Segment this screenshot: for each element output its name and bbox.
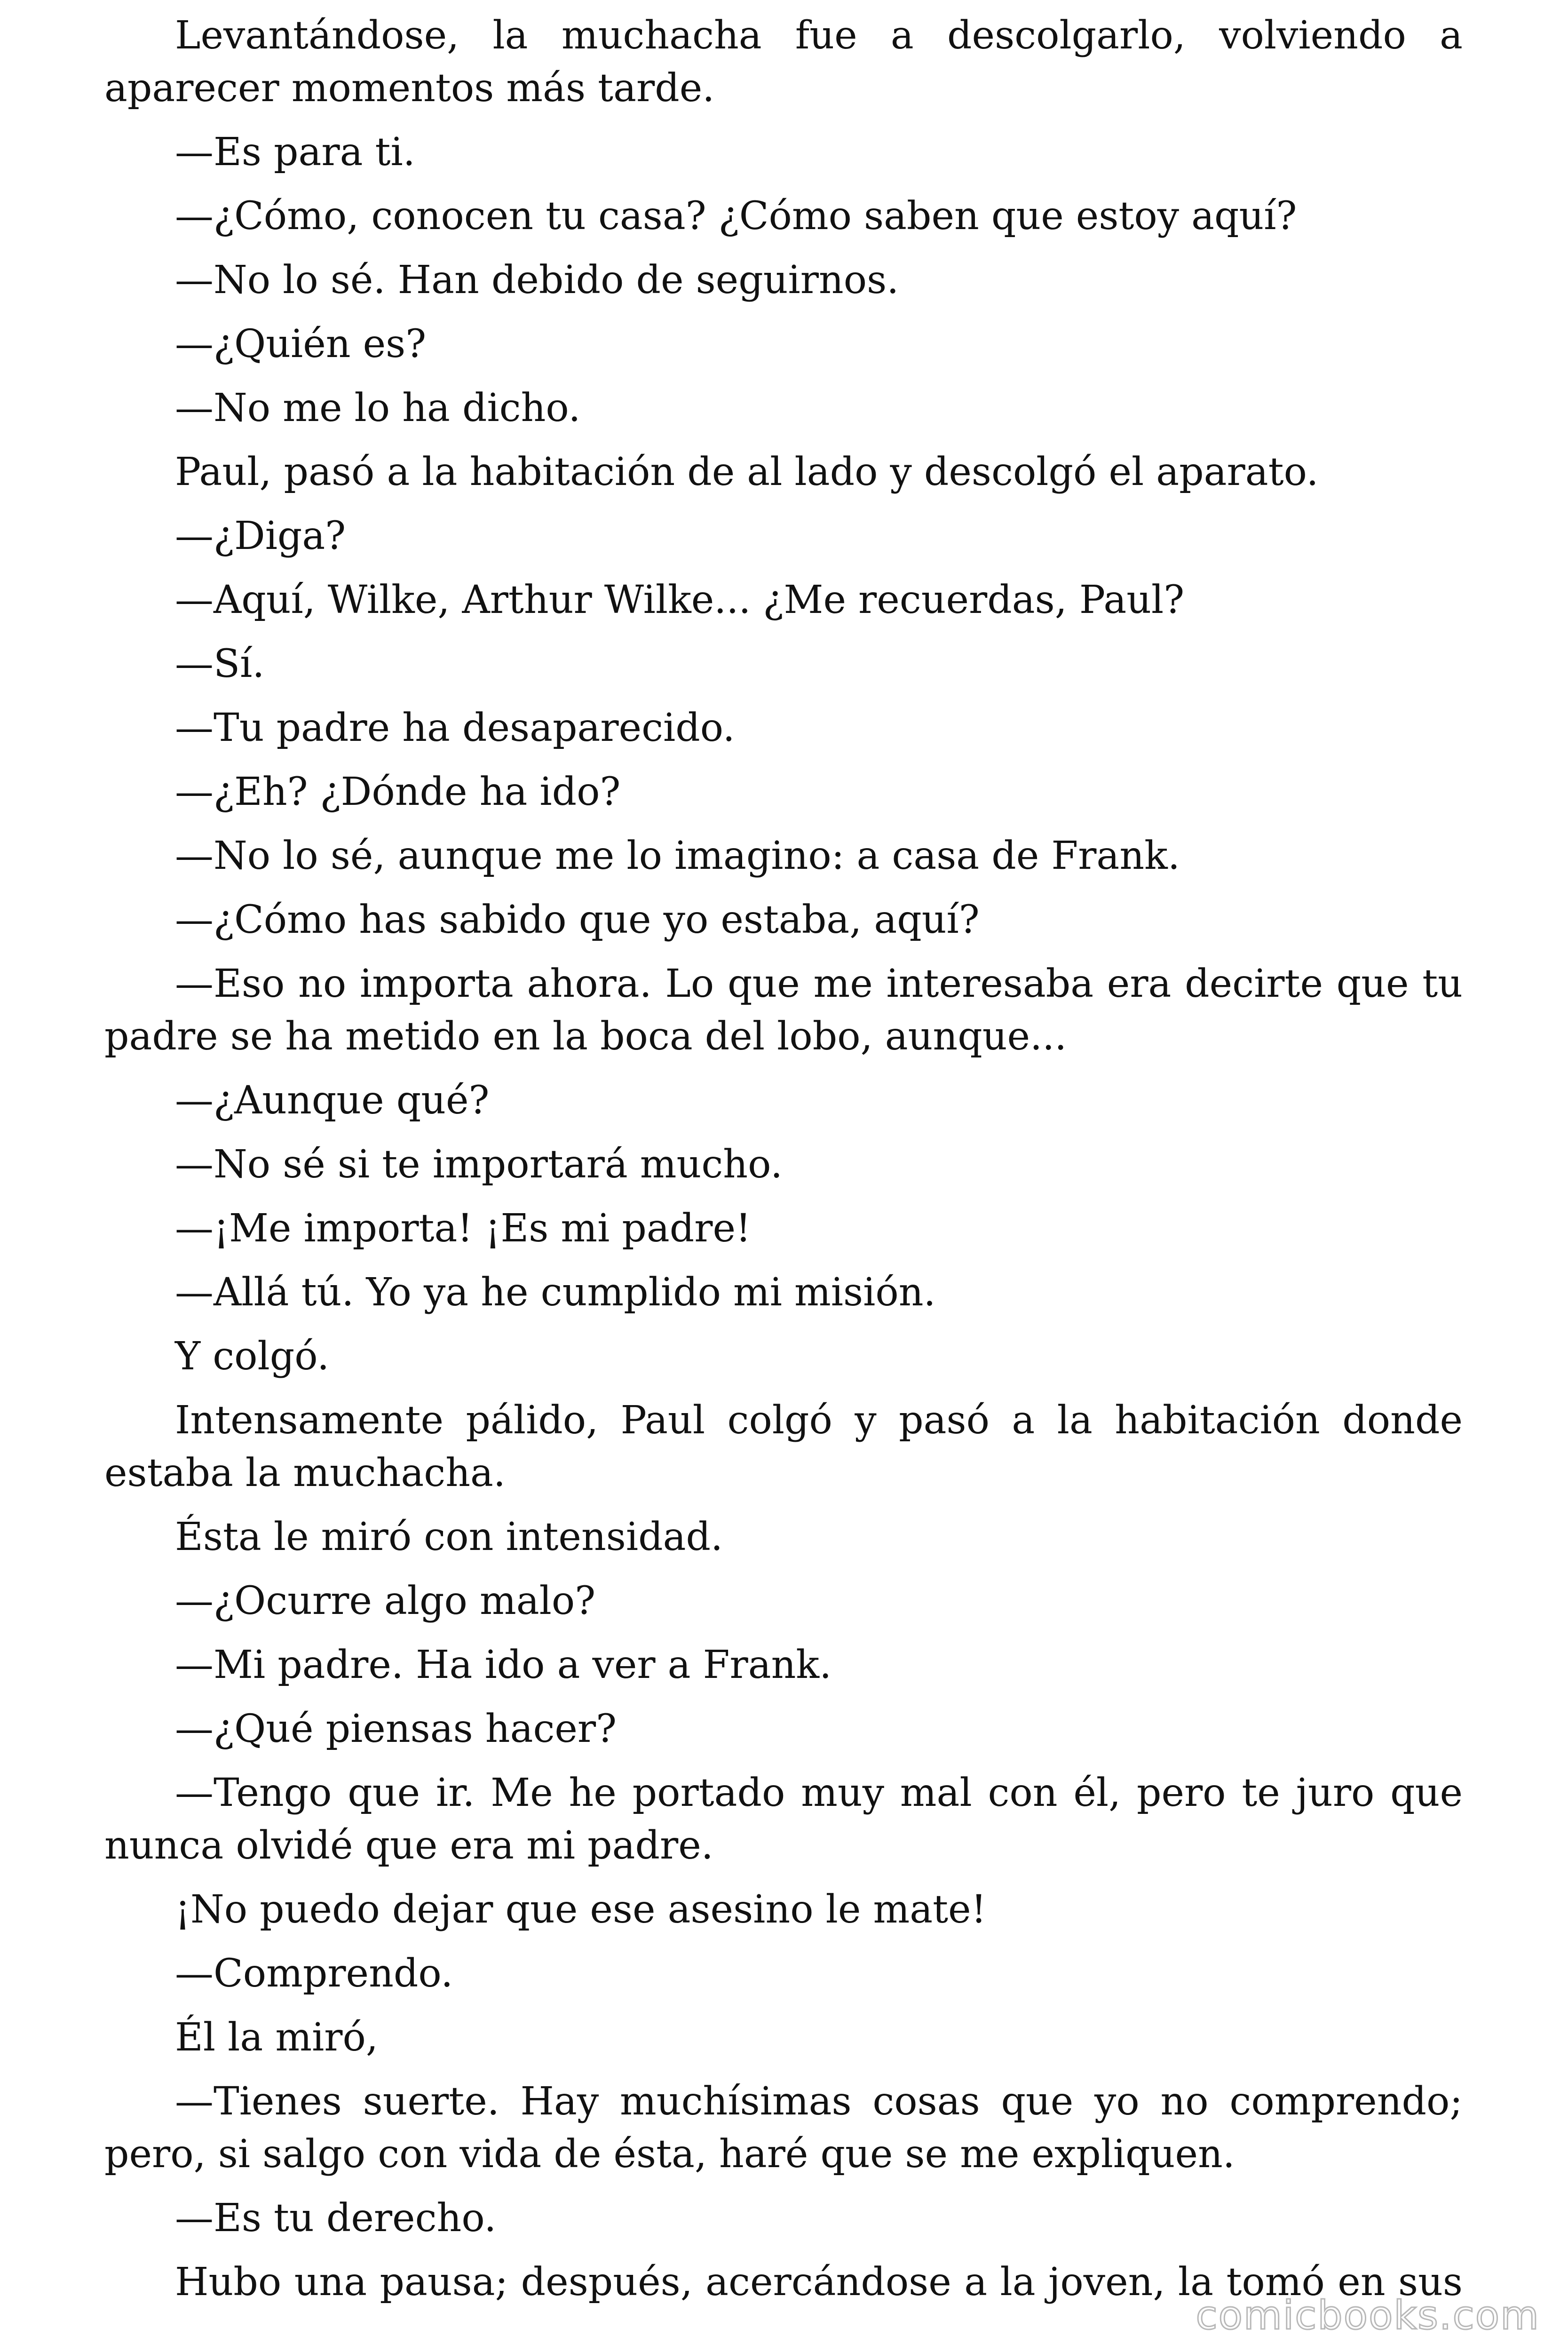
paragraph: ¡No puedo dejar que ese asesino le mate!	[175, 1887, 987, 1932]
paragraph: —Tienes suerte. Hay muchísimas cosas que yo no comprendo; pero, si salgo con vida de ésta, haré que se me expliquen.	[104, 2079, 1463, 2177]
paragraph: —Allá tú. Yo ya he cumplido mi misión.	[175, 1270, 936, 1315]
paragraph: —¿Cómo, conocen tu casa? ¿Cómo saben que estoy aquí?	[175, 194, 1297, 238]
paragraph: —Eso no importa ahora. Lo que me interesaba era decirte que tu padre se ha metido en la boca del lobo, aunque...	[104, 961, 1463, 1059]
paragraph: —No lo sé, aunque me lo imagino: a casa de Frank.	[175, 834, 1180, 878]
paragraph: —Tu padre ha desaparecido.	[175, 706, 735, 750]
paragraph: —¿Cómo has sabido que yo estaba, aquí?	[175, 898, 980, 942]
paragraph: —¿Quién es?	[175, 322, 427, 366]
paragraph: Paul, pasó a la habitación de al lado y descolgó el aparato.	[175, 450, 1319, 494]
paragraph: —Sí.	[175, 642, 265, 686]
paragraph: —¿Diga?	[175, 514, 346, 558]
paragraph: —¿Eh? ¿Dónde ha ido?	[175, 770, 621, 814]
watermark-logo: comicbooks.com	[1196, 2292, 1540, 2338]
paragraph: Él la miró,	[175, 2015, 378, 2060]
paragraph: —Es tu derecho.	[175, 2196, 497, 2241]
paragraph: Ésta le miró con intensidad.	[175, 1515, 723, 1559]
paragraph: —Aquí, Wilke, Arthur Wilke... ¿Me recuerdas, Paul?	[175, 578, 1185, 622]
paragraph: —No me lo ha dicho.	[175, 386, 581, 430]
paragraph: —Es para ti.	[175, 130, 415, 175]
paragraph: Levantándose, la muchacha fue a descolgarlo, volviendo a aparecer momentos más tarde.	[104, 13, 1463, 111]
paragraph: —Tengo que ir. Me he portado muy mal con él, pero te juro que nunca olvidé que era mi padre.	[104, 1771, 1463, 1868]
paragraph: —¿Ocurre algo malo?	[175, 1579, 596, 1623]
paragraph: Intensamente pálido, Paul colgó y pasó a la habitación donde estaba la muchacha.	[104, 1398, 1463, 1495]
paragraph-last: Hubo una pausa; después, acercándose a la joven, la tomó en sus	[175, 2260, 1463, 2304]
paragraph: —No lo sé. Han debido de seguirnos.	[175, 258, 899, 302]
paragraph: —¿Aunque qué?	[175, 1078, 490, 1123]
paragraph: Y colgó.	[175, 1334, 330, 1379]
paragraph: —¡Me importa! ¡Es mi padre!	[175, 1206, 751, 1251]
paragraph: —No sé si te importará mucho.	[175, 1142, 783, 1187]
page-text	[104, 9, 1463, 2320]
paragraph: —Comprendo.	[175, 1951, 453, 1996]
paragraph: —Mi padre. Ha ido a ver a Frank.	[175, 1643, 832, 1687]
paragraph: —¿Qué piensas hacer?	[175, 1707, 617, 1751]
